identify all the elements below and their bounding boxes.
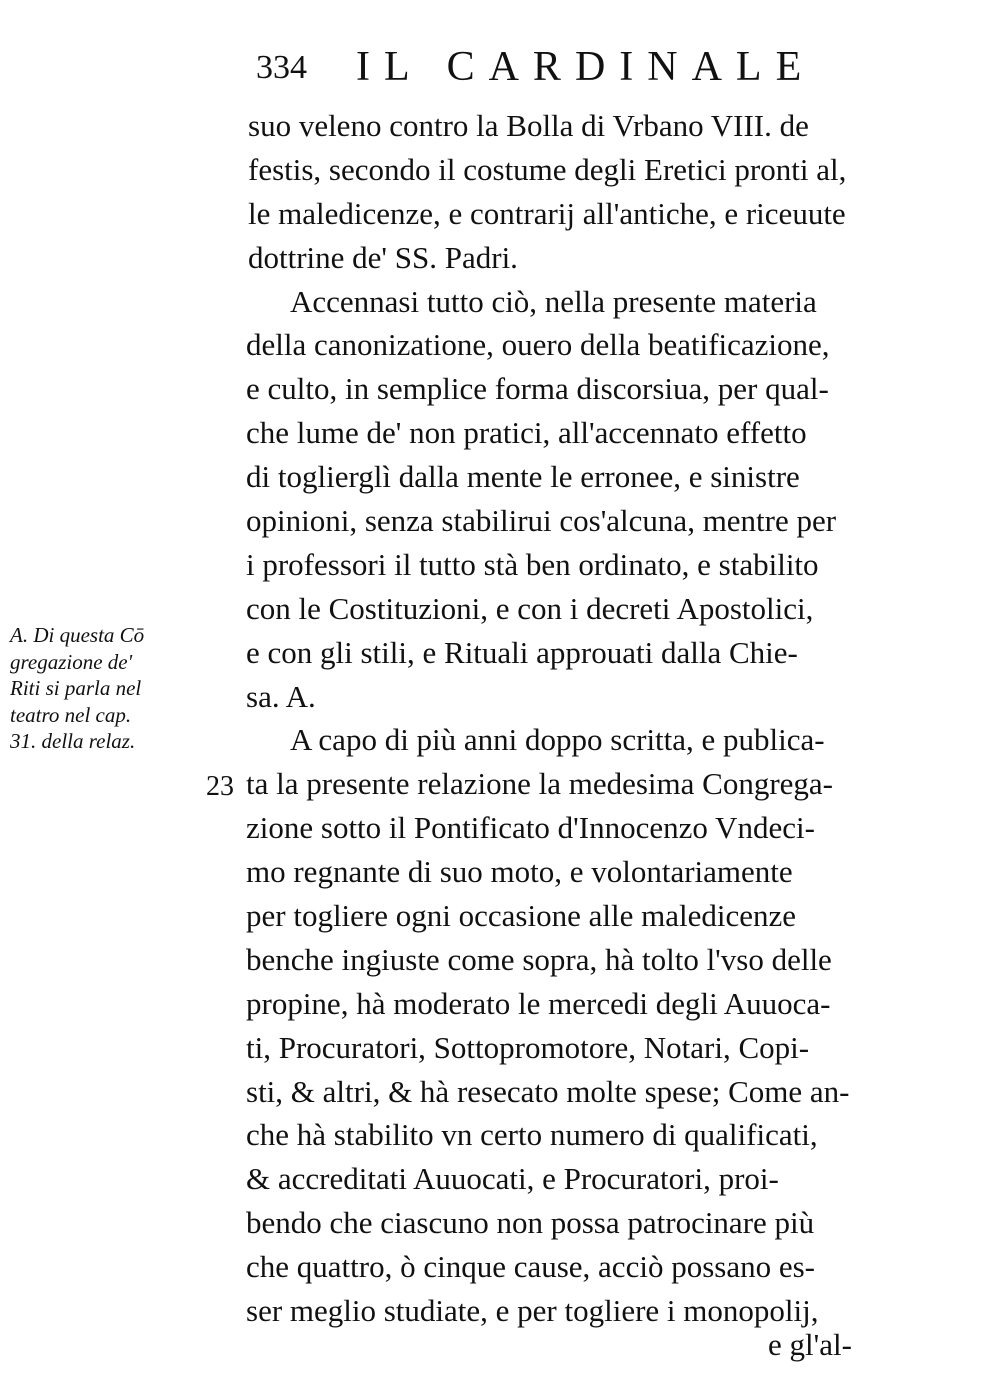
- text-line: le maledicenze, e contrarij all'antiche, e riceuute: [248, 195, 846, 231]
- text-line: ti, Procuratori, Sottopromotore, Notari, Copi-: [246, 1029, 810, 1065]
- paragraph-first-line: A capo di più anni doppo scritta, e publica-: [290, 722, 825, 758]
- text-line: zione sotto il Pontificato d'Innocenzo Vndeci-: [246, 810, 815, 846]
- text-line: sa. A.: [246, 678, 316, 714]
- text-line: con le Costituzioni, e con i decreti Apostolici,: [246, 590, 814, 626]
- text-line: della canonizatione, ouero della beatificazione,: [246, 327, 830, 363]
- text-line: che hà stabilito vn certo numero di qualificati,: [246, 1117, 818, 1153]
- text-line: benche ingiuste come sopra, hà tolto l'vso delle: [246, 941, 832, 977]
- text-line: ser meglio studiate, e per togliere i monopolij,: [246, 1293, 819, 1329]
- text-line: di toglierglì dalla mente le erronee, e sinistre: [246, 459, 800, 495]
- text-line: & accreditati Auuocati, e Procuratori, proi-: [246, 1161, 779, 1197]
- running-head: [256, 40, 956, 96]
- marginal-note: [10, 622, 210, 755]
- text-line: per togliere ogni occasione alle maledicenze: [246, 898, 796, 934]
- marginal-note-line: Riti si parla nel: [10, 676, 142, 700]
- page-number: 334: [256, 49, 307, 86]
- marginal-note-line: gregazione de': [10, 649, 133, 674]
- marginal-note-line: A. Di questa Cō: [10, 623, 145, 647]
- marginal-line-number: 23: [206, 771, 234, 802]
- text-line: mo regnante di suo moto, e volontariamente: [246, 854, 793, 890]
- text-line: e culto, in semplice forma discorsiua, per qual-: [246, 371, 829, 407]
- body-text: [246, 104, 926, 1333]
- text-line: opinioni, senza stabilirui cos'alcuna, mentre per: [246, 503, 837, 539]
- text-line: bendo che ciascuno non possa patrocinare più: [246, 1205, 815, 1241]
- text-line: festis, secondo il costume degli Eretici pronti al,: [248, 151, 847, 187]
- text-line: i professori il tutto stà ben ordinato, e stabilito: [246, 546, 819, 582]
- marginal-note-line: teatro nel cap.: [10, 702, 132, 727]
- marginal-note-line: 31. della relaz.: [10, 729, 136, 753]
- text-line: suo veleno contro la Bolla di Vrbano VIII. de: [248, 108, 809, 143]
- catchword: e gl'al-: [768, 1327, 852, 1362]
- text-line: sti, & altri, & hà resecato molte spese; Come an-: [246, 1073, 850, 1109]
- text-line: che lume de' non pratici, all'accennato effetto: [246, 415, 807, 451]
- running-title: IL CARDINALE: [356, 44, 816, 90]
- text-line: che quattro, ò cinque cause, acciò possano es-: [246, 1249, 815, 1285]
- text-line: ta la presente relazione la medesima Congrega-: [246, 766, 834, 802]
- text-line: dottrine de' SS. Padri.: [248, 239, 518, 275]
- paragraph-first-line: Accennasi tutto ciò, nella presente materia: [290, 283, 817, 319]
- text-line: propine, hà moderato le mercedi degli Auuoca-: [246, 985, 831, 1021]
- text-line: e con gli stili, e Rituali approuati dalla Chie-: [246, 634, 798, 670]
